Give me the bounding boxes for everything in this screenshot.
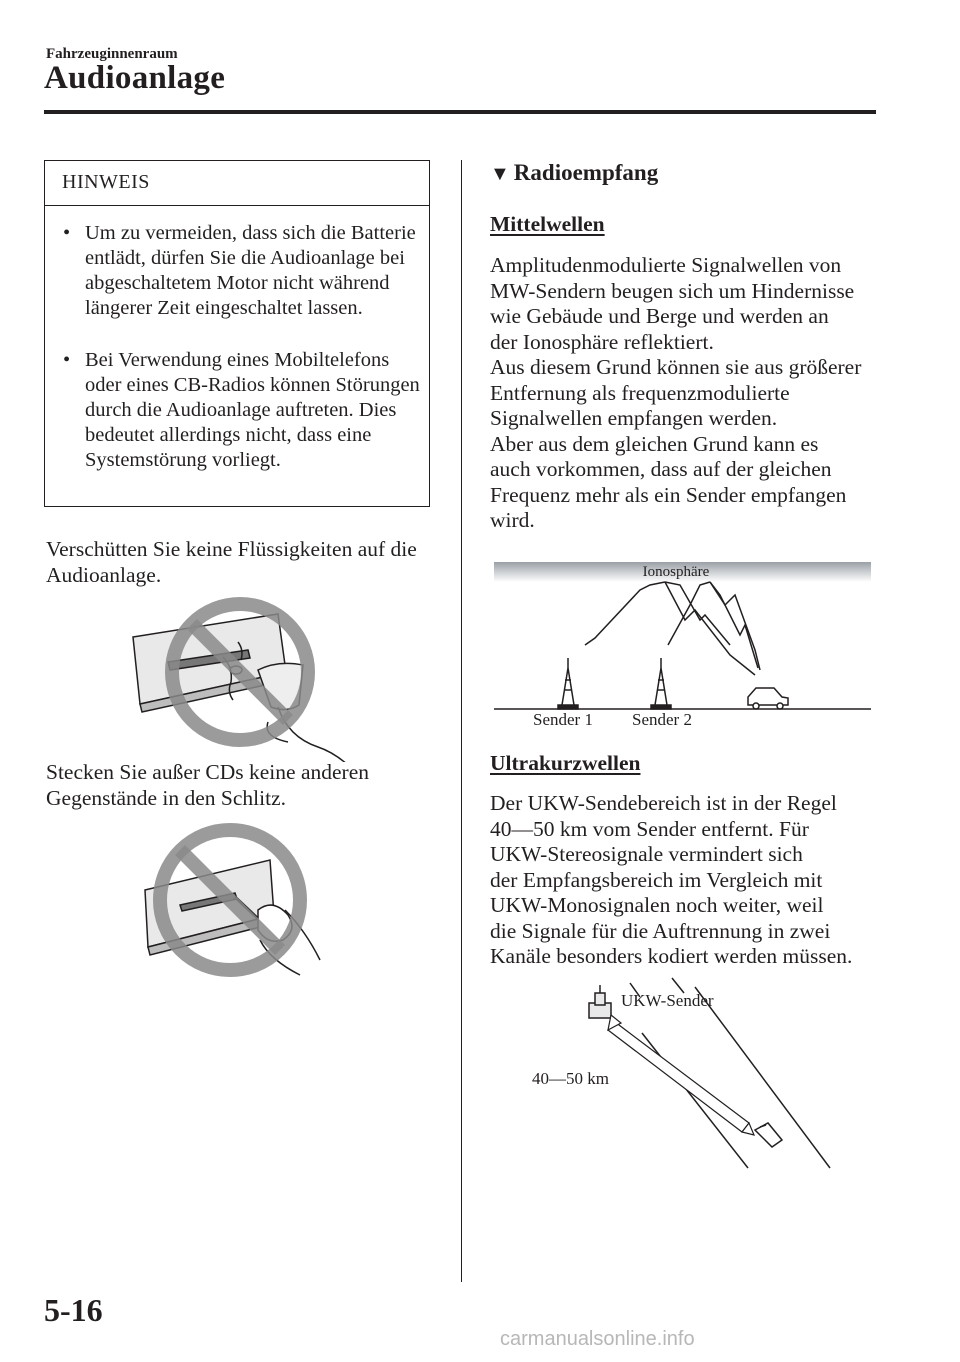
note-title: HINWEIS xyxy=(62,171,150,193)
ionosphere-label: Ionosphäre xyxy=(642,564,710,580)
text-line: wie Gebäude und Berge und werden an xyxy=(490,304,829,328)
note-item xyxy=(63,348,423,473)
subheading-ultrakurzwellen: Ultrakurzwellen xyxy=(490,751,641,775)
note-item xyxy=(63,221,423,321)
text-line: die Signale für die Auftrennung in zwei xyxy=(490,918,831,943)
text-line: MW-Sendern beugen sich um Hindernisse xyxy=(490,278,855,303)
text-line: der Ionosphäre reflektiert. xyxy=(490,329,714,354)
note-rule xyxy=(45,205,429,206)
range-arrow-icon xyxy=(608,1015,754,1135)
section-label: Fahrzeuginnenraum xyxy=(46,46,178,62)
spill-warning-text: Verschütten Sie keine Flüssigkeiten auf die Audioanlage. xyxy=(46,537,417,587)
text-line: Frequenz mehr als ein Sender empfangen xyxy=(490,482,847,507)
signal-wave-lines xyxy=(585,582,760,675)
page-title: Audioanlage xyxy=(44,60,226,96)
car-icon xyxy=(755,1123,782,1147)
subheading-mittelwellen: Mittelwellen xyxy=(490,212,605,236)
text-line: UKW-Stereosignale vermindert sich xyxy=(490,842,803,866)
header-rule xyxy=(44,110,876,114)
text-line: wird. xyxy=(490,508,535,532)
fm-paragraph xyxy=(490,791,890,970)
text-line: Amplitudenmodulierte Signalwellen von xyxy=(490,253,842,277)
watermark: carmanualsonline.info xyxy=(500,1328,695,1350)
text-line: 40—50 km vom Sender entfernt. Für xyxy=(490,816,809,841)
bullet-icon: • xyxy=(63,349,71,371)
note-item-text: Um zu vermeiden, dass sich die Batterie entlädt, dürfen Sie die Audioanlage bei abgeschaltetem Motor nicht während längerer Zeit eingeschaltet lassen. xyxy=(85,222,416,319)
transmitter-tower-icon xyxy=(558,658,578,709)
no-liquid-illustration xyxy=(128,592,358,762)
page-number: 5-16 xyxy=(44,1292,103,1328)
triangle-marker-icon: ▼ xyxy=(490,163,510,185)
text-line: auch vorkommen, dass auf der gleichen xyxy=(490,457,832,481)
text-line: Der UKW-Sendebereich ist in der Regel xyxy=(490,791,837,815)
section-heading xyxy=(490,160,658,186)
note-box xyxy=(44,160,430,507)
text-line: UKW-Monosignalen noch weiter, weil xyxy=(490,893,824,917)
no-foreign-object-illustration xyxy=(140,815,340,985)
mw-diagram xyxy=(490,560,875,735)
ukw-sender-label: UKW-Sender xyxy=(621,991,714,1010)
ukw-transmitter-icon xyxy=(589,985,611,1018)
text-line: Kanäle besonders kodiert werden müssen. xyxy=(490,944,853,968)
text-line: Signalwellen empfangen werden. xyxy=(490,406,778,430)
fm-diagram xyxy=(490,975,850,1175)
sender1-label: Sender 1 xyxy=(533,710,593,729)
mw-paragraph xyxy=(490,253,890,534)
insert-warning-text: Stecken Sie außer CDs keine anderen Gegenstände in den Schlitz. xyxy=(46,760,369,810)
text-line: Aber aus dem gleichen Grund kann es xyxy=(490,431,819,456)
column-divider xyxy=(461,160,462,1282)
text-line: der Empfangsbereich im Vergleich mit xyxy=(490,867,823,892)
text-line: Entfernung als frequenzmodulierte xyxy=(490,380,790,405)
car-icon xyxy=(748,688,788,709)
distance-label: 40—50 km xyxy=(532,1069,609,1088)
transmitter-tower-icon xyxy=(651,658,671,709)
note-item-text: Bei Verwendung eines Mobiltelefons oder eines CB-Radios können Störungen durch die Audioanlage auftreten. Dies bedeutet allerdings nicht, dass eine Systemstörung vorliegt. xyxy=(85,349,420,471)
text-line: Aus diesem Grund können sie aus größerer xyxy=(490,355,862,379)
bullet-icon: • xyxy=(63,222,71,244)
section-heading-text: Radioempfang xyxy=(513,160,659,185)
sender2-label: Sender 2 xyxy=(632,710,692,729)
